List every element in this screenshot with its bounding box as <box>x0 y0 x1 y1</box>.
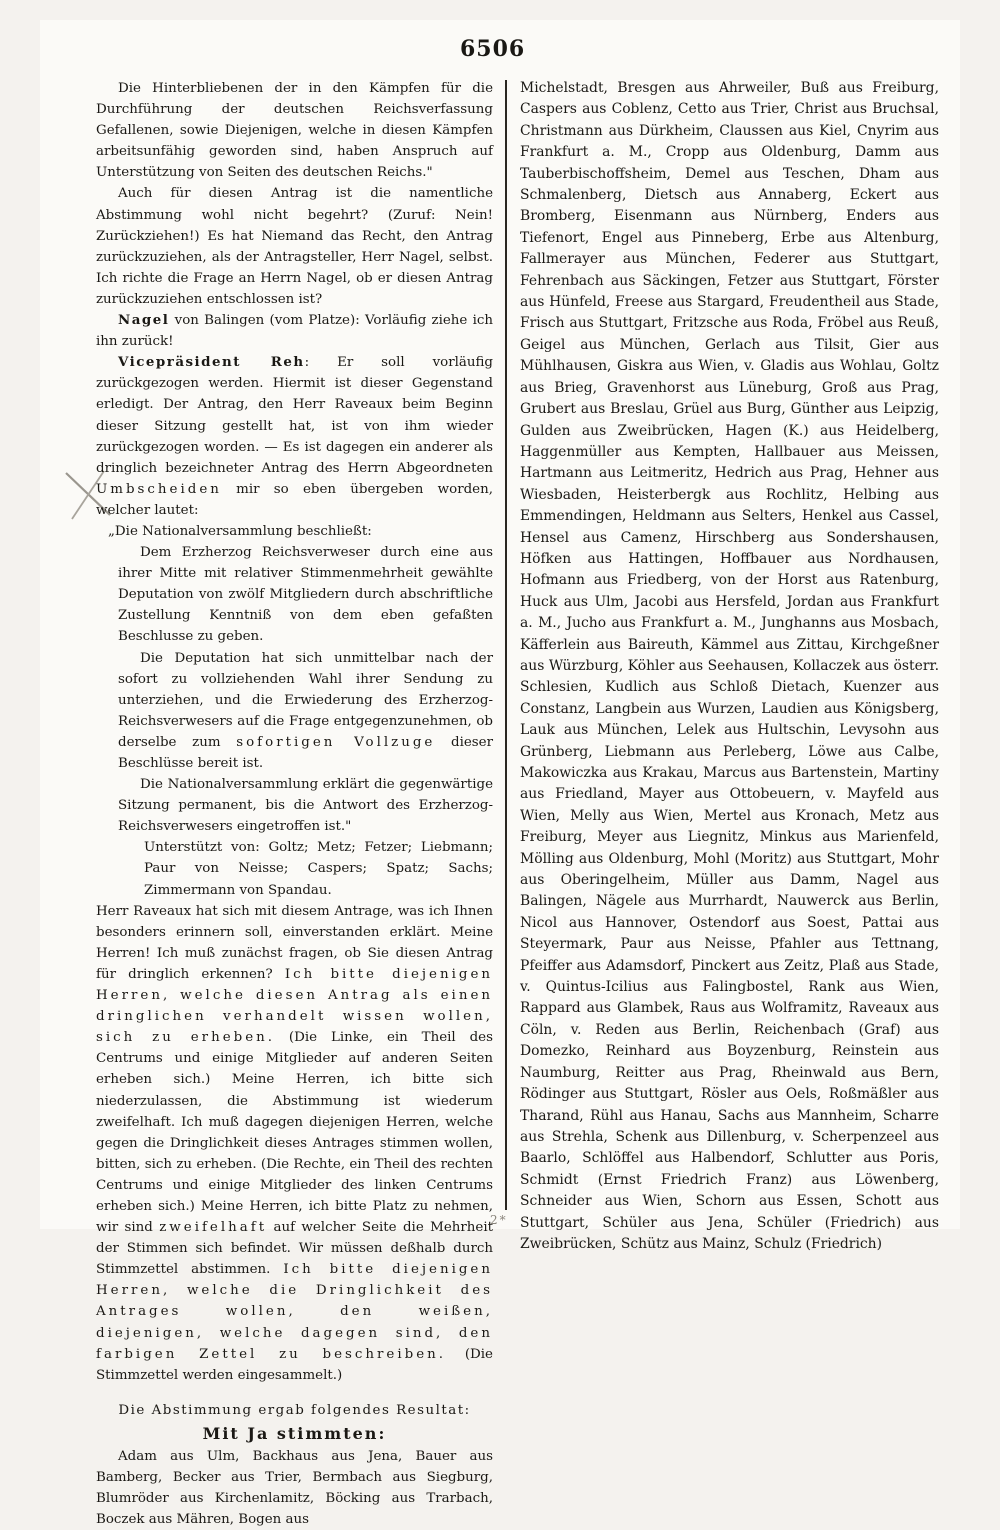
speaker-nagel: Nagel <box>118 312 170 329</box>
vp-statement: : Er soll vorläufig zurückgezogen werden. Hiermit ist dieser Gegenstand erledigt. Der Antrag, den Herr Raveaux beim Beginn dieser Sitzung gestellt hat, ist von ihm wieder zurückgezogen worden. — Es ist dagegen ein anderer als dringlich bezeichneter Antrag des Herrn Abgeordneten <box>96 355 493 476</box>
page-number: 6506 <box>460 36 526 62</box>
column-divider <box>505 80 507 1210</box>
supporters-label: Unterstützt von: <box>144 840 269 856</box>
raveaux-spaced-2: zweifelhaft <box>159 1220 268 1236</box>
result-heading: Die Abstimmung ergab folgendes Resultat: <box>118 1402 471 1418</box>
quote-paragraph-1: Dem Erzherzog Reichsverweser durch eine aus ihrer Mitte mit relativer Stimmenmehrheit gewählte Deputation von zwölf Mitgliedern durch abschriftliche Zustellung Kenntniß von dem eben gefaßten Beschlusse zu geben. <box>118 545 493 645</box>
supporters-names: Goltz; Metz; Fetzer; Liebmann; Paur von Neisse; Caspers; Spatz; Sachs; Zimmermann von Spandau. <box>144 840 493 898</box>
supporters-line <box>96 837 493 900</box>
ja-list-continued: Michelstadt, Bresgen aus Ahrweiler, Buß aus Freiburg, Caspers aus Coblenz, Cetto aus Trier, Christ aus Bruchsal, Christmann aus Dürkheim, Claussen aus Kiel, Cnyrim aus Frankfurt a. M., Cropp aus Oldenburg, Damm aus Tauberbischoffsheim, Demel aus Teschen, Dham aus Schmalenberg, Dietsch aus Annaberg, Eckert aus Bromberg, Eisenmann aus Nürnberg, Enders aus Tiefenort, Engel aus Pinneberg, Erbe aus Altenburg, Fallmerayer aus München, Federer aus Stuttgart, Fehrenbach aus Säckingen, Fetzer aus Stuttgart, Förster aus Hünfeld, Freese aus Stargard, Freudentheil aus Stade, Frisch aus Stuttgart, Fritzsche aus Roda, Fröbel aus Reuß, Geigel aus München, Gerlach aus Tilsit, Gier aus Mühlhausen, Giskra aus Wien, v. Gladis aus Wohlau, Goltz aus Brieg, Gravenhorst aus Lüneburg, Groß aus Prag, Grubert aus Breslau, Grüel aus Burg, Günther aus Leipzig, Gulden aus Zweibrücken, Hagen (K.) aus Heidelberg, Haggenmüller aus Kempten, Hallbauer aus Meissen, Hartmann aus Leitmeritz, Hedrich aus Prag, Hehner aus Wiesbaden, Heisterbergk aus Rochlitz, Helbing aus Emmendingen, Heldmann aus Selters, Henkel aus Cassel, Hensel aus Camenz, Hirschberg aus Sondershausen, Höfken aus Hattingen, Hoffbauer aus Nordhausen, Hofmann aus Friedberg, von der Horst aus Ratenburg, Huck aus Ulm, Jacobi aus Hersfeld, Jordan aus Frankfurt a. M., Jucho aus Frankfurt a. M., Junghanns aus Mosbach, Käfferlein aus Baireuth, Kämmel aus Zittau, Kirchgeßner aus Würzburg, Köhler aus Seehausen, Kollaczek aus österr. Schlesien, Kudlich aus Schloß Dietach, Kuenzer aus Constanz, Langbein aus Wurzen, Laudien aus Königsberg, Lauk aus München, Lelek aus Hultschin, Levysohn aus Grünberg, Liebmann aus Perleberg, Löwe aus Calbe, Makowiczka aus Krakau, Marcus aus Bartenstein, Martiny aus Friedland, Mayer aus Ottobeuern, v. Mayfeld aus Wien, Melly aus Wien, Mertel aus Kronach, Metz aus Freiburg, Meyer aus Liegnitz, Minkus aus Marienfeld, Mölling aus Oldenburg, Mohl (Moritz) aus Stuttgart, Mohr aus Oberingelheim, Müller aus Damm, Nagel aus Balingen, Nägele aus Murrhardt, Nauwerck aus Berlin, Nicol aus Hannover, Ostendorf aus Soest, Pattai aus Steyermark, Paur aus Neisse, Pfahler aus Tettnang, Pfeiffer aus Adamsdorf, Pinckert aus Zeitz, Plaß aus Stade, v. Quintus-Icilius aus Falingbostel, Rank aus Wien, Rappard aus Glambek, Raus aus Wolframitz, Raveaux aus Cöln, v. Reden aus Berlin, Reichenbach (Graf) aus Domezko, Reinhard aus Boyzenburg, Reinstein aus Naumburg, Reitter aus Prag, Rheinwald aus Bern, Rödinger aus Stuttgart, Rösler aus Oels, Roßmäßler aus Tharand, Rühl aus Hanau, Sachs aus Mannheim, Scharre aus Strehla, Schenk aus Dillenburg, v. Scherpenzeel aus Baarlo, Schlöffel aus Halbendorf, Schlutter aus Poris, Schmidt (Ernst Friedrich Franz) aus Löwenberg, Schneider aus Wien, Schorn aus Essen, Schott aus Stuttgart, Schüler aus Jena, Schüler (Friedrich) aus Zweibrücken, Schütz aus Mainz, Schulz (Friedrich) <box>520 80 939 1252</box>
raveaux-spaced-3: Ich bitte diejenigen Herren, welche die Dringlichkeit des Antrages wollen, den weißen, diejenigen, welche dagegen sind, den farbigen Zettel zu beschreiben. <box>96 1262 493 1362</box>
raveaux-text-b: (Die Linke, ein Theil des Centrums und einige Mitglieder auf anderen Seiten erheben sich.) Meine Herren, ich bitte sich niederzulassen, die Abstimmung ist wiederum zweifelhaft. Ich muß dagegen diejenigen Herren, welche gegen die Dringlichkeit dieses Antrages stimmen wollen, bitten, sich zu erheben. (Die Rechte, ein Theil des rechten Centrums und einige Mitglieder des linken Centrums erheben sich.) Meine Herren, ich bitte Platz zu nehmen, wir sind <box>96 1030 493 1236</box>
vp-statement-end: mir so eben übergeben worden, welcher lautet: <box>96 481 493 518</box>
quote-intro: „Die Nationalversammlung beschließt: <box>108 523 372 539</box>
raveaux-text-d: (Die Stimmzettel werden eingesammelt.) <box>96 1346 493 1383</box>
paragraph-abstimmung-frage: Auch für diesen Antrag ist die namentliche Abstimmung wohl nicht begehrt? (Zuruf: Nein! Zurückziehen!) Es hat Niemand das Recht, den Antrag zurückzuziehen, als der Antragsteller, Herr Nagel, selbst. Ich richte die Frage an Herrn Nagel, ob er diesen Antrag zurückzuziehen entschlossen ist? <box>96 186 493 307</box>
ja-heading: Mit Ja stimmten: <box>202 1423 387 1443</box>
vp-name-umbscheiden: Umbscheiden <box>96 481 222 497</box>
quote-p2-spaced: sofortigen Vollzuge <box>236 734 436 750</box>
speaker-vicepraesident: Vicepräsident Reh <box>118 354 305 371</box>
quote-p2-end: dieser Beschlüsse bereit ist. <box>118 734 493 771</box>
raveaux-text-c: auf welcher Seite die Mehrheit der Stimmen sich befindet. Wir müssen deßhalb durch Stimmzettel abstimmen. <box>96 1220 493 1278</box>
left-column <box>96 78 493 1530</box>
paragraph-hinterbliebene: Die Hinterbliebenen der in den Kämpfen für die Durchführung der deutschen Reichsverfassung Gefallenen, sowie Diejenigen, welche in diesen Kämpfen arbeitsunfähig geworden sind, haben Anspruch auf Unterstützung von Seiten des deutschen Reichs." <box>96 81 493 181</box>
signature-mark: 2* <box>490 1213 508 1227</box>
raveaux-text-a: Herr Raveaux hat sich mit diesem Antrage, was ich Ihnen besonders erinnern soll, einverstanden erklärt. Meine Herren! Ich muß zunächst fragen, ob Sie diesen Antrag für dringlich erkennen? <box>96 903 493 982</box>
raveaux-spaced-1: Ich bitte diejenigen Herren, welche diesen Antrag als einen dringlichen verhandelt wissen wollen, sich zu erheben. <box>96 966 494 1046</box>
nagel-statement: von Balingen (vom Platze): Vorläufig ziehe ich ihn zurück! <box>96 313 493 350</box>
right-column <box>520 78 939 1255</box>
quote-paragraph-3: Die Nationalversammlung erklärt die gegenwärtige Sitzung permanent, bis die Antwort des Erzherzog-Reichsverwesers eingetroffen ist." <box>118 777 493 835</box>
quote-paragraph-2 <box>96 648 493 775</box>
paragraph-raveaux <box>96 901 493 1386</box>
quote-p2-text: Die Deputation hat sich unmittelbar nach der sofort zu vollziehenden Wahl ihrer Sendung zu unterziehen, und die Erwiederung des Erzherzog-Reichsverwesers auf die Frage entgegenzunehmen, ob derselbe zum <box>118 650 493 750</box>
paragraph-vicepraesident <box>96 352 493 521</box>
ja-list-start: Adam aus Ulm, Backhaus aus Jena, Bauer aus Bamberg, Becker aus Trier, Bermbach aus Siegburg, Blumröder aus Kirchenlamitz, Böcking aus Trarbach, Boczek aus Mähren, Bogen aus <box>96 1449 493 1528</box>
paragraph-nagel <box>96 310 493 352</box>
